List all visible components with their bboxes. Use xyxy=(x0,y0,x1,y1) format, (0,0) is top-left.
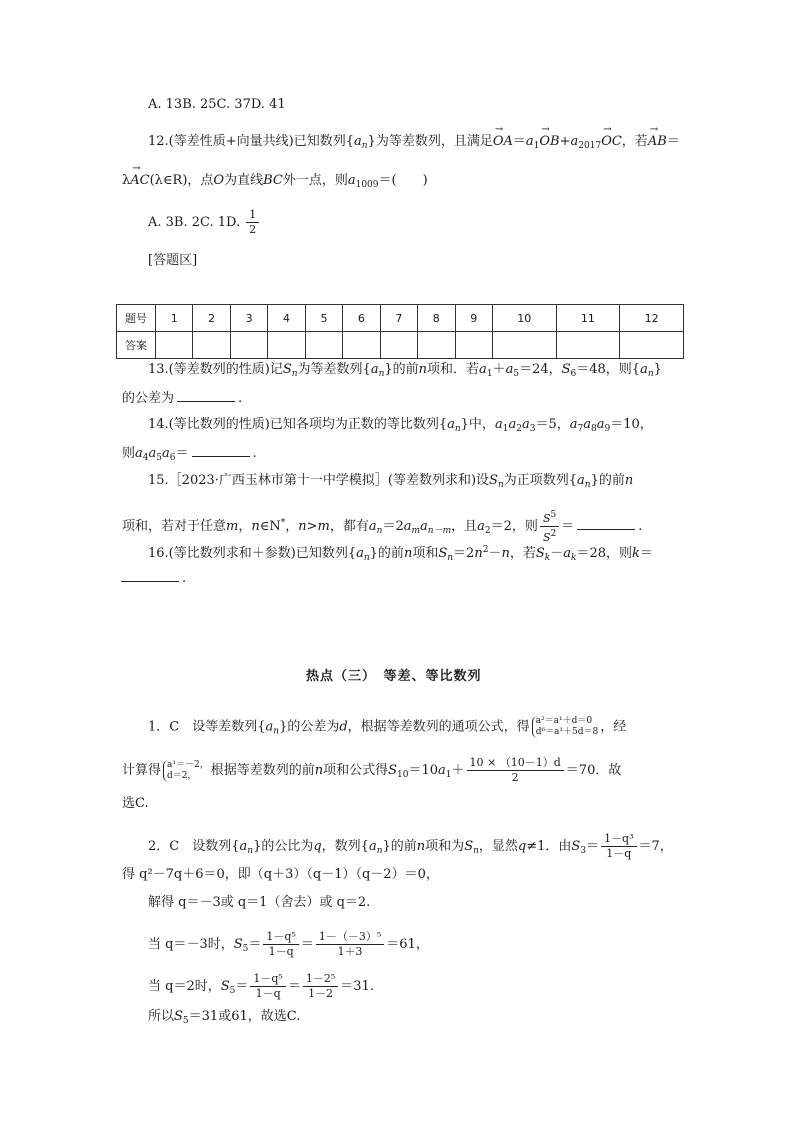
answer-cell[interactable] xyxy=(305,332,342,359)
sub: n－m xyxy=(427,526,452,536)
sub: k xyxy=(544,553,551,563)
text: ＝ xyxy=(512,134,526,149)
text: ＝70．故 xyxy=(565,763,622,778)
text: ，若 xyxy=(621,134,648,149)
text: }的前 xyxy=(382,839,417,854)
var: a xyxy=(525,134,534,149)
answer-table xyxy=(116,304,684,359)
sub: 5 xyxy=(182,1016,189,1026)
numerator: 1 xyxy=(246,208,259,223)
text: ＝ xyxy=(287,979,301,994)
answer-cell[interactable] xyxy=(156,332,193,359)
equation: d⁶＝a¹＋5d＝8 xyxy=(535,727,599,737)
var: a xyxy=(447,417,455,432)
sub: 2 xyxy=(516,424,522,434)
var: a xyxy=(505,362,514,377)
var: a xyxy=(265,719,274,735)
sol1-line3: 选C. xyxy=(122,796,149,811)
var: S xyxy=(464,839,474,854)
numerator: 1－q⁵ xyxy=(250,972,285,987)
text: ，都有 xyxy=(329,519,369,534)
numerator: 10 × （10－1）d xyxy=(467,756,564,771)
var: m xyxy=(226,519,239,534)
sub: 2017 xyxy=(578,141,602,151)
fraction xyxy=(601,832,636,861)
table-cell: 2 xyxy=(193,305,230,332)
text: ＝ xyxy=(175,446,189,461)
text: ，若 xyxy=(509,546,536,561)
sup: 5 xyxy=(550,510,557,520)
sol1-line2 xyxy=(122,756,621,785)
sub: n xyxy=(273,726,280,737)
text: ＝10， xyxy=(610,417,653,432)
var: S xyxy=(174,1009,183,1024)
text: . xyxy=(638,519,643,534)
text: . xyxy=(238,391,243,406)
fraction xyxy=(540,508,559,545)
equation: a¹＝－2， xyxy=(167,759,209,770)
table-row xyxy=(117,305,684,332)
text: 根据等差数列的前 xyxy=(210,763,315,778)
table-cell: 4 xyxy=(268,305,305,332)
sub: 6 xyxy=(169,453,176,463)
text: 的公差为 xyxy=(122,391,175,406)
var: a xyxy=(569,417,578,432)
text: 2．C 设数列{ xyxy=(148,839,240,854)
sub: n xyxy=(378,369,385,379)
var: S xyxy=(282,362,292,377)
text: + xyxy=(559,134,571,149)
q12-line1 xyxy=(148,133,680,155)
table-cell: 12 xyxy=(620,305,684,332)
sup: 2 xyxy=(482,545,489,555)
var: S xyxy=(561,362,571,377)
fraction xyxy=(316,930,384,959)
var: a xyxy=(135,446,143,461)
text: － xyxy=(550,546,564,561)
denominator: 1－2 xyxy=(308,987,334,1000)
var: n xyxy=(403,546,413,561)
answer-blank[interactable] xyxy=(177,389,235,402)
sub: 2 xyxy=(484,526,491,536)
var: d xyxy=(339,719,348,735)
text: } xyxy=(653,362,662,377)
sub: n xyxy=(291,369,298,379)
var: a xyxy=(370,362,379,377)
var: n xyxy=(416,839,426,854)
table-cell: 5 xyxy=(305,305,342,332)
answer-cell[interactable] xyxy=(620,332,684,359)
lambda: λ xyxy=(122,173,131,188)
text: 外一点，则 xyxy=(282,173,348,188)
var: O xyxy=(213,173,225,188)
var: n xyxy=(298,519,307,534)
sub: 1 xyxy=(445,770,452,780)
var: a xyxy=(368,839,377,854)
text: > xyxy=(306,519,318,534)
text: 当 q＝2时， xyxy=(148,979,221,994)
sub: 5 xyxy=(242,944,249,954)
var: q xyxy=(313,839,322,854)
text: 则 xyxy=(122,446,136,461)
var: S xyxy=(388,763,398,778)
sub: 1 xyxy=(533,141,540,151)
text: ＝ xyxy=(248,937,262,952)
text: . xyxy=(252,446,257,461)
var: q xyxy=(517,839,527,854)
answer-cell[interactable] xyxy=(455,332,492,359)
text: }的公差为 xyxy=(279,719,340,735)
text: 1．C 设等差数列{ xyxy=(148,719,266,735)
var: S xyxy=(489,473,498,488)
numerator: 1－2⁵ xyxy=(303,972,338,987)
var: S xyxy=(542,531,551,544)
var: a xyxy=(347,173,356,188)
text: 项和公式得 xyxy=(323,763,389,778)
var: a xyxy=(403,519,412,534)
var: S xyxy=(438,546,448,561)
text: － xyxy=(488,546,502,561)
var: a xyxy=(239,839,248,854)
text: ， xyxy=(285,519,299,534)
text: 16.(等比数列求和＋参数)已知数列{ xyxy=(148,546,357,561)
sub: 5 xyxy=(229,986,236,996)
answer-cell[interactable] xyxy=(230,332,267,359)
text: ＝ xyxy=(586,839,600,854)
answer-blank[interactable] xyxy=(192,444,250,457)
sub: 1 xyxy=(486,369,493,379)
sub: n xyxy=(363,553,370,563)
text: 为正项数列{ xyxy=(503,473,578,488)
text: ，数列{ xyxy=(321,839,369,854)
answer-cell[interactable] xyxy=(193,332,230,359)
fraction xyxy=(263,930,298,959)
fraction xyxy=(250,972,285,1001)
var: S xyxy=(220,979,230,994)
text: ＝2 xyxy=(453,546,475,561)
text: ＝2 xyxy=(382,519,404,534)
vector-OB: → OB xyxy=(539,133,559,151)
var: a xyxy=(570,134,579,149)
text: ≠1．由 xyxy=(526,839,572,854)
denominator: 1＋3 xyxy=(337,945,363,958)
table-cell: 7 xyxy=(380,305,417,332)
var: a xyxy=(583,417,591,432)
sub: 1009 xyxy=(355,180,379,190)
sub: n xyxy=(647,369,654,379)
numerator: 1－q³ xyxy=(601,832,636,847)
var: a xyxy=(494,417,503,432)
q11-options: A. 13B. 25C. 37D. 41 xyxy=(148,97,286,112)
var: S xyxy=(571,839,581,854)
sub: 7 xyxy=(577,424,584,434)
text: ，经 xyxy=(600,719,627,735)
var: m xyxy=(317,519,330,534)
q15-line1 xyxy=(148,472,633,494)
text: 计算得 xyxy=(122,763,162,778)
sub: 9 xyxy=(604,424,611,434)
text: }的前 xyxy=(369,546,404,561)
text: ＝48，则{ xyxy=(576,362,641,377)
sub: n xyxy=(376,846,383,856)
text: 项和为 xyxy=(425,839,465,854)
sub: n xyxy=(473,846,479,856)
answer-blank[interactable] xyxy=(121,569,179,582)
sub: n xyxy=(361,141,368,151)
sol2-line4 xyxy=(148,930,429,959)
sub: 5 xyxy=(156,453,163,463)
text: ＝7， xyxy=(638,839,673,854)
text: }的公比为 xyxy=(253,839,314,854)
text: ＝ xyxy=(561,519,575,534)
var: a xyxy=(477,519,485,534)
sub: 3 xyxy=(580,846,587,856)
vector-AB: → AB xyxy=(648,133,667,151)
sub: 1 xyxy=(502,424,509,434)
var: S xyxy=(542,512,551,525)
text: ＝61， xyxy=(386,937,429,952)
var: a xyxy=(596,417,605,432)
text: 12.(等差性质+向量共线)已知数列{ xyxy=(148,134,354,149)
text: ＝ xyxy=(235,979,249,994)
var: n xyxy=(314,763,324,778)
text: ＝ xyxy=(300,937,314,952)
text: 为等差数列{ xyxy=(297,362,371,377)
var: a xyxy=(438,763,446,778)
table-cell: 6 xyxy=(343,305,380,332)
var: BC xyxy=(263,173,283,188)
table-cell: 10 xyxy=(492,305,556,332)
text: ＝2，则 xyxy=(490,519,538,534)
text: }的前 xyxy=(590,473,625,488)
sub: n xyxy=(376,526,383,536)
text: ＝5， xyxy=(535,417,570,432)
text: }为等差数列，且满足 xyxy=(367,134,493,149)
table-cell: 11 xyxy=(556,305,620,332)
var: a xyxy=(368,519,377,534)
answer-cell[interactable] xyxy=(556,332,620,359)
sol2-line2: 得 q²－7q＋6＝0，即（q＋3）（q－1）（q－2）＝0， xyxy=(122,867,439,882)
answer-blank[interactable] xyxy=(577,517,635,530)
var: a xyxy=(521,417,530,432)
table-cell: 3 xyxy=(230,305,267,332)
q15-line2 xyxy=(122,508,642,545)
text: ∈N xyxy=(259,519,281,534)
sub: 4 xyxy=(142,453,149,463)
answer-cell[interactable] xyxy=(343,332,380,359)
text: ， xyxy=(238,519,252,534)
denominator: 1－q xyxy=(268,945,294,958)
sol1-line1 xyxy=(148,716,626,741)
text: 项和，若对于任意 xyxy=(122,519,227,534)
var: n xyxy=(251,519,260,534)
sol2-line6 xyxy=(148,1008,300,1030)
text: ，显然 xyxy=(478,839,518,854)
q16-line2 xyxy=(118,569,186,588)
answer-cell[interactable] xyxy=(268,332,305,359)
text: 项和 xyxy=(412,546,439,561)
var: S xyxy=(535,546,545,561)
text: ，且 xyxy=(451,519,478,534)
var: a xyxy=(148,446,157,461)
text: ＝24， xyxy=(519,362,562,377)
q14-line2 xyxy=(122,444,257,467)
answer-cell[interactable] xyxy=(380,332,417,359)
denominator: 2 xyxy=(511,771,519,784)
text: ＝31或61，故选C. xyxy=(188,1009,301,1024)
vector-OA: → OA xyxy=(493,133,513,151)
row-label: 题号 xyxy=(117,305,156,332)
q16-line1 xyxy=(148,541,653,567)
denominator: 1－q xyxy=(606,847,632,860)
sup: 2 xyxy=(550,529,557,539)
text: ＝ xyxy=(666,134,680,149)
text: ＋ xyxy=(492,362,506,377)
text: 14.(等比数列的性质)已知各项均为正数的等比数列{ xyxy=(148,417,448,432)
vector-AC: → AC xyxy=(130,172,149,190)
numerator xyxy=(540,508,559,527)
var: a xyxy=(162,446,170,461)
fraction xyxy=(467,756,564,785)
sub: 6 xyxy=(570,369,577,379)
sub: 8 xyxy=(590,424,597,434)
q13-line2 xyxy=(122,389,242,408)
sub: k xyxy=(570,553,577,563)
var: n xyxy=(474,546,483,561)
table-cell: 9 xyxy=(455,305,492,332)
text: ＝( ) xyxy=(378,173,428,188)
q14-line1 xyxy=(148,416,653,438)
sub: 10 xyxy=(397,770,409,780)
text: 项和．若 xyxy=(427,362,480,377)
text: ，根据等差数列的通项公式，得 xyxy=(347,719,530,735)
text: 当 q＝－3时， xyxy=(148,937,234,952)
denominator: 1－q xyxy=(255,987,281,1000)
vector-OC: → OC xyxy=(601,133,622,151)
equation-system xyxy=(163,760,209,782)
text: }中， xyxy=(460,417,495,432)
var: a xyxy=(420,519,428,534)
sol2-line5 xyxy=(148,972,374,1001)
var: k xyxy=(632,546,640,561)
var: a xyxy=(353,134,362,149)
var: a xyxy=(508,417,517,432)
text: 为直线 xyxy=(224,173,264,188)
sup: * xyxy=(280,518,286,528)
sub: n xyxy=(454,424,461,434)
equation: d＝2， xyxy=(167,770,197,781)
equation: a²＝a¹＋d＝0 xyxy=(535,716,593,726)
var: a xyxy=(356,546,364,561)
fraction xyxy=(246,208,259,237)
text: ＝31. xyxy=(340,979,374,994)
text: A. 3B. 2C. 1D. xyxy=(148,215,241,230)
text: 13.(等差数列的性质)记 xyxy=(148,362,283,377)
row-label: 答案 xyxy=(117,332,156,359)
q13-line1 xyxy=(148,361,662,383)
answer-cell[interactable] xyxy=(418,332,455,359)
table-cell: 1 xyxy=(156,305,193,332)
denominator: 2 xyxy=(249,223,257,236)
table-row xyxy=(117,332,684,359)
sub: n xyxy=(247,846,254,856)
numerator: 1－q⁵ xyxy=(263,930,298,945)
answer-cell[interactable] xyxy=(492,332,556,359)
var: S xyxy=(233,937,243,952)
var: a xyxy=(577,473,585,488)
q12-line2 xyxy=(122,172,428,194)
sub: 3 xyxy=(529,424,536,434)
var: n xyxy=(501,546,510,561)
table-cell: 8 xyxy=(418,305,455,332)
text: ＝28，则 xyxy=(576,546,632,561)
sub: 5 xyxy=(513,369,520,379)
section-title: 热点（三） 等差、等比数列 xyxy=(306,669,482,684)
text: . xyxy=(182,571,187,586)
var: a xyxy=(640,362,648,377)
text: 所以 xyxy=(148,1009,175,1024)
fraction xyxy=(303,972,338,1001)
q12-options xyxy=(148,208,261,237)
answer-area-label: [答题区] xyxy=(148,253,198,268)
var: a xyxy=(479,362,487,377)
sub: m xyxy=(411,526,421,536)
var: n xyxy=(624,473,634,488)
text: 15.［2023·广西玉林市第十一中学模拟］(等差数列求和)设 xyxy=(148,473,490,488)
sol2-line1 xyxy=(148,832,673,861)
sol2-line3: 解得 q＝－3或 q＝1（舍去）或 q＝2. xyxy=(148,895,371,910)
var: a xyxy=(563,546,571,561)
text: ＋ xyxy=(451,763,465,778)
sub: n xyxy=(447,553,454,563)
text: ＝10 xyxy=(408,763,439,778)
numerator: 1－（－3）⁵ xyxy=(316,930,384,945)
text: ＝ xyxy=(639,546,653,561)
sub: n xyxy=(584,480,591,490)
text: }的前 xyxy=(384,362,419,377)
sub: n xyxy=(497,480,504,490)
text: (λ∈R)，点 xyxy=(149,173,214,188)
var: n xyxy=(418,362,428,377)
equation-system xyxy=(532,716,599,738)
